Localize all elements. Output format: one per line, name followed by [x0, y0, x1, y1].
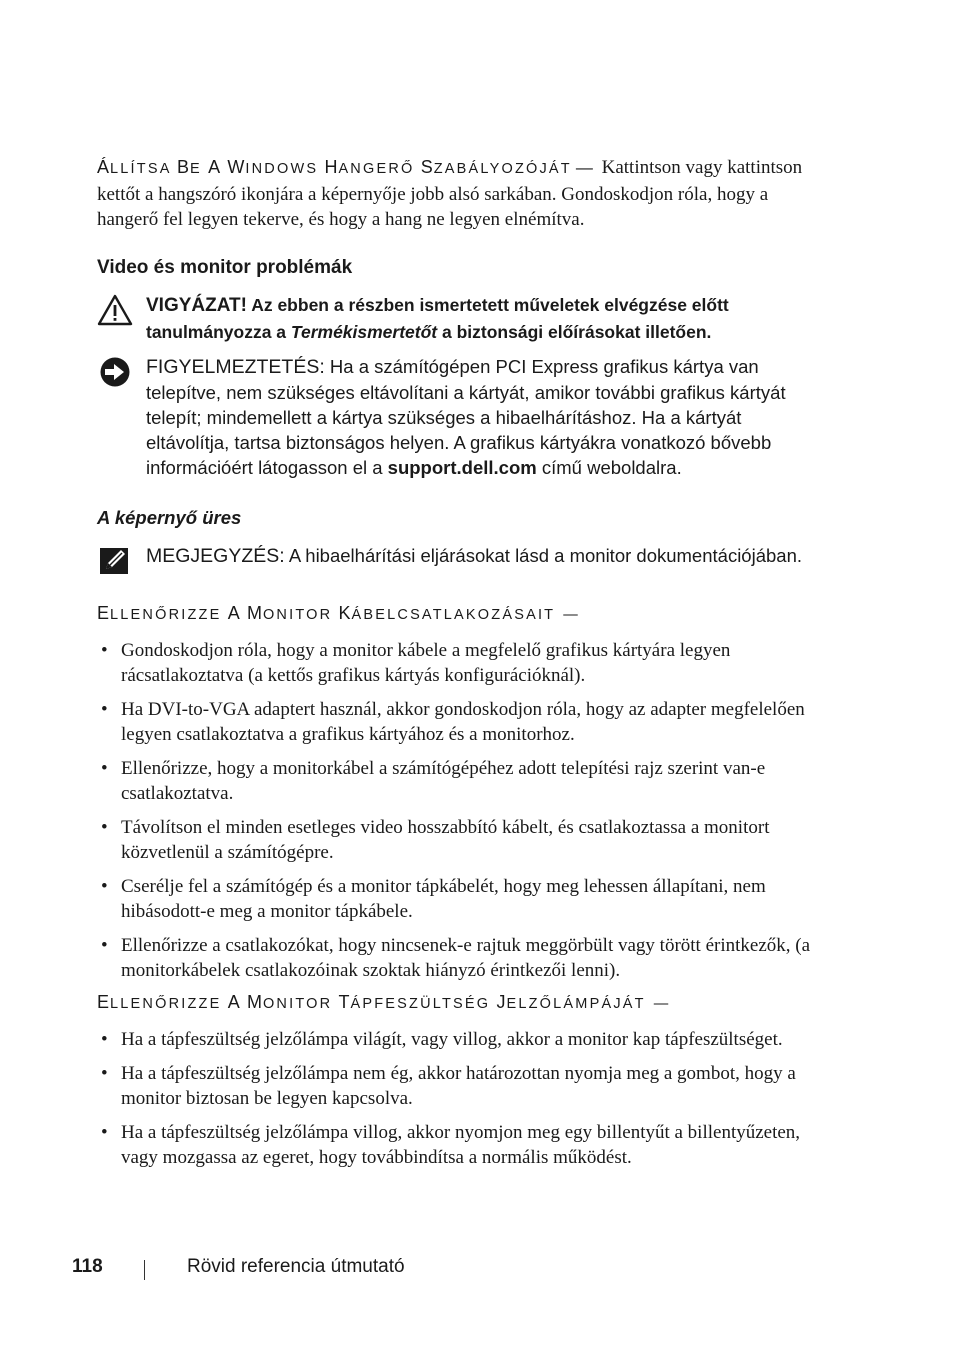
warning-notice: [97, 354, 827, 480]
list-item: • Távolítson el minden esetleges video hosszabbító kábelt, és csatlakoztassa a monitort közvetlenül a számítógépre.: [97, 815, 827, 865]
footer-divider: [144, 1260, 145, 1280]
section-heading-video: Video és monitor problémák: [97, 257, 353, 278]
warning-text-2: című weboldalra.: [541, 457, 682, 478]
list-item: • Ha a tápfeszültség jelzőlámpa nem ég, akkor határozottan nyomja meg a gombot, hogy a monitor biztosan be legyen kapcsolva.: [97, 1061, 827, 1111]
cable-checklist: [97, 638, 827, 992]
intro-heading: [97, 157, 572, 177]
list-item: • Gondoskodjon róla, hogy a monitor kábele a megfelelő grafikus kártyára legyen rácsatlakoztatva (a kettős grafikus kártyás konfigurációknál).: [97, 638, 827, 688]
notice-arrow-icon: [97, 356, 133, 388]
list-item: • Cserélje fel a számítógép és a monitor tápkábelét, hogy meg lehessen állapítani, nem hibásodott-e meg a monitor tápkábele.: [97, 874, 827, 924]
note-pencil-icon: [97, 545, 133, 577]
intro-text: Kattintson vagy kattintson kettőt a hangszóró ikonjára a képernyője jobb alsó sarkában. Gondoskodjon róla, hogy a hangerő fel legyen tekerve, és hogy a hang ne legyen elnémítva.: [97, 157, 803, 230]
smallcaps-text: ELLENŐRIZZE A MONITOR KÁBELCSATLAKOZÁSAIT: [97, 603, 556, 623]
list-item: • Ellenőrizze a csatlakozókat, hogy nincsenek-e rajtuk meggörbült vagy törött érintkezők, (a monitorkábelek csatlakozóinak szoktak hiányzó érintkezői lenni).: [97, 933, 827, 983]
power-section-heading: [97, 992, 668, 1013]
caution-text-2: a biztonsági előírásokat illetően.: [442, 322, 712, 342]
cable-dash: —: [563, 607, 578, 623]
caution-text-1: Az ebben a részben ismertetett műveletek elvégzése előtt tanulmányozza a: [146, 295, 729, 342]
list-item: • Ha DVI-to-VGA adaptert használ, akkor gondoskodjon róla, hogy az adapter megfelelően legyen csatlakoztatva a grafikus kártyához és a monitorhoz.: [97, 697, 827, 747]
subsection-heading-blank-screen: A képernyő üres: [97, 507, 242, 528]
list-item: • Ellenőrizze, hogy a monitorkábel a számítógépéhez adott telepítési rajz szerint van-e csatlakoztatva.: [97, 756, 827, 806]
intro-dash: —: [575, 158, 593, 177]
note-label: MEGJEGYZÉS:: [146, 545, 285, 567]
power-checklist: [97, 1027, 827, 1179]
warning-text-1: Ha a számítógépen PCI Express grafikus kártya van telepítve, nem szükséges eltávolítani a kártyát, amikor további grafikus kártyát telepít; mindemellett a kártya szükséges a hibaelhárításhoz. Ha a kártyát eltávolítja, tartsa biztonságos helyen. A grafikus kártyákra vonatkozó bővebb információért látogasson el a: [146, 356, 786, 478]
warning-label: FIGYELMEZTETÉS:: [146, 356, 325, 378]
caution-label: VIGYÁZAT!: [146, 295, 247, 316]
caution-notice: [97, 292, 827, 346]
intro-paragraph: [97, 155, 827, 232]
list-item: • Ha a tápfeszültség jelzőlámpa villog, akkor nyomjon meg egy billentyűt a billentyűzeten, vagy mozgassa az egeret, hogy továbbindítsa a normális működést.: [97, 1120, 827, 1170]
cable-section-heading: [97, 603, 578, 624]
power-dash: —: [653, 996, 669, 1012]
smallcaps-text: ELLENŐRIZZE A MONITOR TÁPFESZÜLTSÉG JELZŐLÁMPÁJÁT: [97, 992, 646, 1012]
page-number: 118: [72, 1256, 103, 1277]
note-text: A hibaelhárítási eljárásokat lásd a monitor dokumentációjában.: [288, 545, 802, 566]
note-notice: [97, 543, 827, 569]
support-link[interactable]: support.dell.com: [387, 457, 537, 478]
footer-title: Rövid referencia útmutató: [187, 1256, 405, 1277]
warning-triangle-icon: [97, 294, 133, 326]
smallcaps-text: ÁLLÍTSA BE A WINDOWS HANGERŐ SZABÁLYOZÓJÁT: [97, 157, 572, 177]
caution-emphasis: Termékismertetőt: [290, 322, 438, 342]
list-item: • Ha a tápfeszültség jelzőlámpa világít, vagy villog, akkor a monitor kap tápfeszültséget.: [97, 1027, 827, 1052]
